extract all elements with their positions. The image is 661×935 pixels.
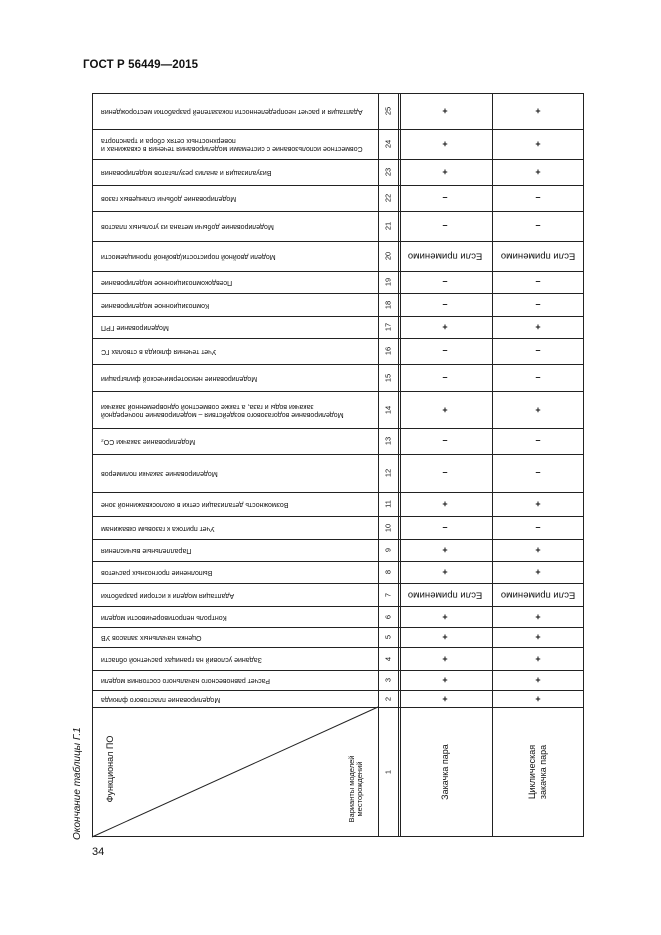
steam-value-cell <box>398 428 492 454</box>
function-label: Адаптация модели к истории разработки <box>101 591 235 599</box>
steam-value-cell <box>398 670 492 690</box>
row-number-cell <box>378 241 398 271</box>
cyclic-steam-value-cell <box>492 316 584 338</box>
cyclic-steam-value-cell <box>492 670 584 690</box>
cyclic-steam-value: – <box>535 193 541 203</box>
data-table <box>92 93 584 837</box>
cyclic-steam-value-cell <box>492 454 584 492</box>
function-label: Визуализация и анализ результатов моделирования <box>101 169 272 176</box>
cyclic-steam-value: + <box>535 499 541 509</box>
function-cell <box>94 129 376 159</box>
steam-value: + <box>442 545 448 555</box>
steam-value-cell <box>398 93 492 129</box>
steam-value: – <box>442 299 448 310</box>
row-number-cell <box>378 561 398 583</box>
row-number: 12 <box>383 468 393 478</box>
function-cell <box>94 93 376 129</box>
function-label: Возможность детализации сетки в околоскважинной зоне <box>101 501 289 508</box>
cyclic-steam-value: + <box>535 106 541 116</box>
row-number-cell <box>378 159 398 185</box>
cyclic-steam-value-cell <box>492 159 584 185</box>
function-cell <box>94 185 376 211</box>
function-label: Моделирование добычи сланцевых газов <box>101 195 237 202</box>
cyclic-steam-value-cell <box>492 539 584 561</box>
steam-value-cell <box>398 516 492 539</box>
steam-value: – <box>442 436 448 446</box>
row-number-cell <box>378 606 398 627</box>
cyclic-steam-value: – <box>535 468 541 478</box>
function-cell <box>94 647 376 670</box>
cyclic-steam-value: + <box>535 632 541 642</box>
steam-value: + <box>442 139 448 149</box>
cyclic-steam-value: + <box>535 567 541 577</box>
row-number-cell <box>378 364 398 391</box>
function-label: Моделирование пластового флюида <box>101 695 221 703</box>
steam-value: + <box>442 499 448 509</box>
function-cell <box>94 293 376 316</box>
cyclic-steam-value: + <box>535 322 541 332</box>
row-number-cell <box>378 690 398 707</box>
steam-value: + <box>442 693 448 704</box>
cyclic-steam-value-cell <box>492 293 584 316</box>
function-cell <box>94 159 376 185</box>
steam-value-cell <box>398 129 492 159</box>
steam-value: Если применимо <box>407 250 483 262</box>
cyclic-steam-value-cell <box>492 428 584 454</box>
function-label: Модели двойной пористости/двойной проницаемости <box>101 253 276 260</box>
cyclic-steam-value: + <box>535 545 541 555</box>
function-cell <box>94 364 376 391</box>
cyclic-steam-value: + <box>535 693 541 704</box>
method-header-steam: Закачка пара <box>440 744 450 800</box>
row-number: 10 <box>383 523 393 532</box>
function-cell <box>94 271 376 293</box>
function-cell <box>94 241 376 271</box>
row-number: 5 <box>383 634 393 640</box>
row-number: 24 <box>383 139 393 149</box>
cyclic-steam-value-cell <box>492 338 584 364</box>
function-cell <box>94 516 376 539</box>
row-number-cell <box>378 647 398 670</box>
row-number: 9 <box>383 547 393 553</box>
corner-top-label: Функционал ПО <box>105 735 115 803</box>
function-label: Адаптация и расчет неопределенности показателей разработки месторождения <box>101 108 363 115</box>
row-number-cell <box>378 454 398 492</box>
steam-value-cell <box>398 627 492 647</box>
cyclic-steam-value-cell <box>492 561 584 583</box>
function-label: Моделирование закачки полимеров <box>101 470 218 477</box>
cyclic-steam-value-cell <box>492 492 584 516</box>
row-number: 7 <box>383 592 393 597</box>
row-number-cell <box>378 316 398 338</box>
function-label: Контроль непротиворечивости модели <box>101 613 227 621</box>
function-cell <box>94 316 376 338</box>
row-number-cell <box>378 670 398 690</box>
steam-value-cell <box>398 364 492 391</box>
function-label: Выполнение прогнозных расчетов <box>101 569 213 576</box>
cyclic-steam-value: + <box>535 404 541 415</box>
steam-value: + <box>442 653 448 664</box>
cyclic-steam-value: – <box>535 522 541 533</box>
row-number: 18 <box>383 300 393 309</box>
steam-value: – <box>442 193 448 203</box>
row-number-cell <box>378 627 398 647</box>
steam-value-cell <box>398 185 492 211</box>
steam-value: – <box>442 277 448 287</box>
method-header-cyclic-steam: Циклическая закачка пара <box>527 744 548 800</box>
function-cell <box>94 338 376 364</box>
page-number: 34 <box>92 846 105 858</box>
row-number-cell <box>378 129 398 159</box>
cyclic-steam-value: – <box>535 436 541 446</box>
function-cell <box>94 428 376 454</box>
steam-value-cell <box>398 492 492 516</box>
table-hline-bottom <box>92 836 584 837</box>
row-number: 2 <box>383 696 393 701</box>
cyclic-steam-value-cell <box>492 690 584 707</box>
cyclic-steam-value-cell <box>492 241 584 271</box>
row-number-cell <box>378 293 398 316</box>
function-label: Моделирование закачки CO₂ <box>101 438 196 445</box>
row-number-cell <box>378 539 398 561</box>
steam-value: + <box>442 322 448 332</box>
row-number-cell <box>378 93 398 129</box>
cyclic-steam-value: – <box>535 299 541 310</box>
steam-value-cell <box>398 293 492 316</box>
function-cell <box>94 211 376 241</box>
steam-value: + <box>442 611 448 622</box>
row-number-cell <box>378 338 398 364</box>
cyclic-steam-value-cell <box>492 185 584 211</box>
cyclic-steam-value: + <box>535 653 541 664</box>
cyclic-steam-value-cell <box>492 271 584 293</box>
function-label: Задание условий на границах расчетной области <box>101 655 262 663</box>
row-number-cell <box>378 185 398 211</box>
steam-value-cell <box>398 211 492 241</box>
cyclic-steam-value: – <box>535 221 541 231</box>
cyclic-steam-value-cell <box>492 606 584 627</box>
table-hline <box>92 707 584 708</box>
steam-value-cell <box>398 338 492 364</box>
function-cell <box>94 627 376 647</box>
row-number: 3 <box>383 677 393 683</box>
table-caption: Окончание таблицы Г.1 <box>72 727 83 840</box>
function-label: Моделирование ГРП <box>101 324 169 331</box>
steam-value: Если применимо <box>407 589 483 600</box>
row-number: 20 <box>383 251 393 261</box>
cyclic-steam-value-cell <box>492 129 584 159</box>
cyclic-steam-value: + <box>535 167 541 177</box>
col1-number: 1 <box>383 769 393 775</box>
steam-value-cell <box>398 583 492 606</box>
steam-value-cell <box>398 606 492 627</box>
function-cell <box>94 454 376 492</box>
function-cell <box>94 492 376 516</box>
row-number-cell <box>378 391 398 428</box>
function-cell <box>94 561 376 583</box>
function-cell <box>94 391 376 428</box>
function-label: Учет течения флюида в стволах ГС <box>101 348 217 355</box>
steam-value: – <box>442 468 448 478</box>
row-number: 19 <box>383 277 393 287</box>
steam-value-cell <box>398 690 492 707</box>
row-number: 11 <box>383 500 393 508</box>
steam-value: – <box>442 372 448 383</box>
function-cell <box>94 690 376 707</box>
row-number-cell <box>378 271 398 293</box>
function-label: Совместное использование с системами моделирования течения в скважинах и поверхностных сетях сбора и транспорта <box>101 137 363 152</box>
cyclic-steam-value: + <box>535 611 541 622</box>
row-number: 17 <box>383 322 393 332</box>
function-label: Оценка начальных запасов УВ <box>101 634 202 641</box>
document-title: ГОСТ Р 56449—2015 <box>83 59 199 71</box>
row-number-cell <box>378 492 398 516</box>
steam-value-cell <box>398 271 492 293</box>
cyclic-steam-value: + <box>535 139 541 149</box>
table-vline <box>92 93 93 837</box>
steam-value-cell <box>398 391 492 428</box>
row-number-cell <box>378 211 398 241</box>
cyclic-steam-value-cell <box>492 211 584 241</box>
cyclic-steam-value-cell <box>492 516 584 539</box>
row-number: 22 <box>383 193 393 203</box>
row-number: 15 <box>383 373 393 382</box>
function-label: Расчет равновесного начального состояния модели <box>101 677 270 684</box>
steam-value: + <box>442 567 448 577</box>
function-label: Псевдокомпозиционное моделирование <box>101 279 233 286</box>
function-cell <box>94 670 376 690</box>
steam-value: – <box>442 346 448 356</box>
cyclic-steam-value: – <box>535 277 541 287</box>
corner-bottom-label <box>332 707 378 837</box>
row-number: 6 <box>383 614 393 619</box>
function-label: Учет притока к газовым скважинам <box>101 524 215 532</box>
steam-value: + <box>442 632 448 642</box>
row-number: 8 <box>383 569 393 575</box>
steam-value-cell <box>398 316 492 338</box>
row-number: 21 <box>383 221 393 231</box>
steam-value-cell <box>398 539 492 561</box>
cyclic-steam-value-cell <box>492 391 584 428</box>
steam-value: + <box>442 167 448 177</box>
steam-value-cell <box>398 241 492 271</box>
cyclic-steam-value: + <box>535 675 541 685</box>
function-cell <box>94 606 376 627</box>
steam-value-cell <box>398 647 492 670</box>
function-cell <box>94 539 376 561</box>
row-number-cell <box>378 428 398 454</box>
function-label: Моделирование водогазового воздействия – моделирование поочередной закачки воды и газа, а также совместной одновременной закачки <box>101 402 344 418</box>
function-cell <box>94 583 376 606</box>
steam-value-cell <box>398 159 492 185</box>
row-number: 16 <box>383 346 393 356</box>
row-number: 13 <box>383 436 393 446</box>
cyclic-steam-value: Если применимо <box>500 250 576 262</box>
cyclic-steam-value-cell <box>492 364 584 391</box>
row-number: 4 <box>383 656 393 661</box>
corner-bottom-text: Варианты моделей месторождений <box>347 755 364 823</box>
function-label: Моделирование неизотермической фильтрации <box>101 374 258 382</box>
row-number: 23 <box>383 167 393 177</box>
steam-value: – <box>442 221 448 231</box>
row-number-cell <box>378 516 398 539</box>
cyclic-steam-value-cell <box>492 647 584 670</box>
row-number-cell <box>378 583 398 606</box>
cyclic-steam-value-cell <box>492 627 584 647</box>
steam-value: – <box>442 522 448 533</box>
cyclic-steam-value-cell <box>492 93 584 129</box>
function-label: Параллельные вычисления <box>101 547 192 554</box>
function-label: Моделирование добычи метана из угольных пластов <box>101 223 274 230</box>
steam-value: + <box>442 106 448 116</box>
cyclic-steam-value: Если применимо <box>500 589 576 600</box>
steam-value: + <box>442 675 448 685</box>
function-label: Композиционное моделирование <box>101 301 210 309</box>
row-number: 25 <box>383 106 393 116</box>
cyclic-steam-value: – <box>535 346 541 356</box>
cyclic-steam-value: – <box>535 372 541 383</box>
steam-value: + <box>442 404 448 415</box>
steam-value-cell <box>398 454 492 492</box>
row-number: 14 <box>383 405 393 414</box>
cyclic-steam-value-cell <box>492 583 584 606</box>
steam-value-cell <box>398 561 492 583</box>
